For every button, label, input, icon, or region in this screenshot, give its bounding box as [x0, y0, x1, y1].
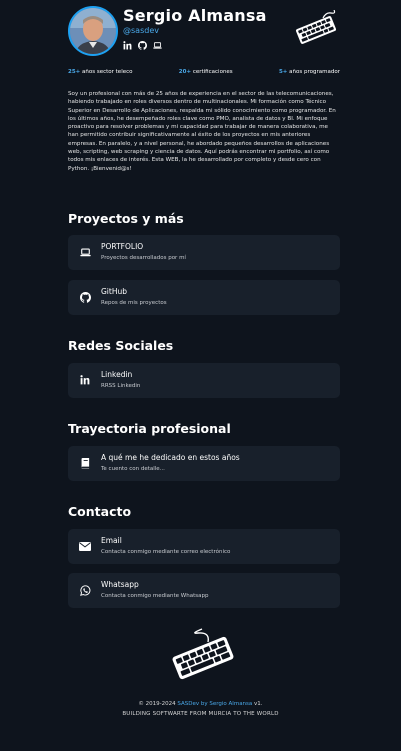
- card-subtitle: Contacta conmigo mediante correo electrónico: [101, 549, 231, 555]
- laptop-icon[interactable]: [152, 40, 162, 50]
- profile-name: Sergio Almansa: [123, 6, 267, 25]
- bio-text: Soy un profesional con más de 25 años de experiencia en el sector de las telecomunicaciones, habiendo trabajado en roles diversos dentro de multinacionales. Mi formación como Técnico Superior en Desarrollo de Aplicaciones, respalda mi sólido conocimiento como programador. En los últimos años, he desempeñado roles clave como PMO, analista de datos y BI. Mi enfoque proactivo para resolver problemas y mi capacidad para trabajar de manera colaborativa, me han permitido contribuir significativamente al éxito de los proyectos en mis anteriores empresas. En paralelo, y a nivel personal, he abordado pequeños desarrollos de aplicaciones web, scripting, web scraping y ciencia de datos. Aquí podrás encontrar mi portfolio, así como todos mis enlaces de interés. Esta WEB, la he desarrollado por completo y desde cero con Python. ¡Bienvenid@s!: [68, 91, 336, 172]
- card-title: Email: [101, 536, 122, 545]
- card-portfolio[interactable]: [68, 235, 340, 270]
- card-title: A qué me he dedicado en estos años: [101, 453, 240, 462]
- card-whatsapp[interactable]: [68, 573, 340, 608]
- linkedin-icon[interactable]: [122, 40, 132, 50]
- github-icon: [79, 291, 91, 303]
- footer-brand-link[interactable]: SASDev by Sergio Almansa: [177, 701, 253, 707]
- stats-row: [68, 69, 340, 75]
- profile-handle: @sasdev: [123, 26, 159, 35]
- card-title: Whatsapp: [101, 580, 139, 589]
- card-title: GitHub: [101, 287, 127, 296]
- stat-item: 20+ certificaciones: [178, 69, 233, 75]
- stat-item: 5+ años programador: [278, 69, 340, 75]
- card-email[interactable]: [68, 529, 340, 564]
- card-linkedin[interactable]: [68, 363, 340, 398]
- github-icon[interactable]: [137, 40, 147, 50]
- linkedin-icon: [79, 374, 91, 386]
- social-links: [122, 40, 162, 50]
- card-subtitle: Proyectos desarrollados por mí: [101, 255, 186, 261]
- section-title-projects: Proyectos y más: [68, 211, 184, 226]
- section-title-contact: Contacto: [68, 504, 132, 519]
- section-title-social: Redes Sociales: [68, 338, 174, 353]
- card-github[interactable]: [68, 280, 340, 315]
- keyboard-logo-icon: [293, 10, 339, 46]
- card-subtitle: Repos de mis proyectos: [101, 300, 167, 306]
- stat-item: 25+ años sector teleco: [68, 69, 133, 75]
- avatar: [68, 6, 118, 56]
- card-title: PORTFOLIO: [101, 242, 144, 251]
- laptop-icon: [79, 246, 91, 258]
- envelope-icon: [79, 540, 91, 552]
- card-career[interactable]: [68, 446, 340, 481]
- footer-tagline: BUILDING SOFTWARTE FROM MURCIA TO THE WORLD: [122, 711, 279, 717]
- card-subtitle: RRSS Linkedin: [101, 383, 141, 389]
- footer-copyright: © 2019-2024 SASDev by Sergio Almansa v1.: [138, 701, 263, 707]
- section-title-career: Trayectoria profesional: [68, 421, 231, 436]
- card-subtitle: Contacta conmigo mediante Whatsapp: [101, 593, 209, 599]
- card-subtitle: Te cuento con detalle...: [101, 466, 165, 472]
- keyboard-logo-icon: [168, 628, 238, 682]
- book-icon: [79, 457, 91, 469]
- card-title: Linkedin: [101, 370, 133, 379]
- whatsapp-icon: [79, 584, 91, 596]
